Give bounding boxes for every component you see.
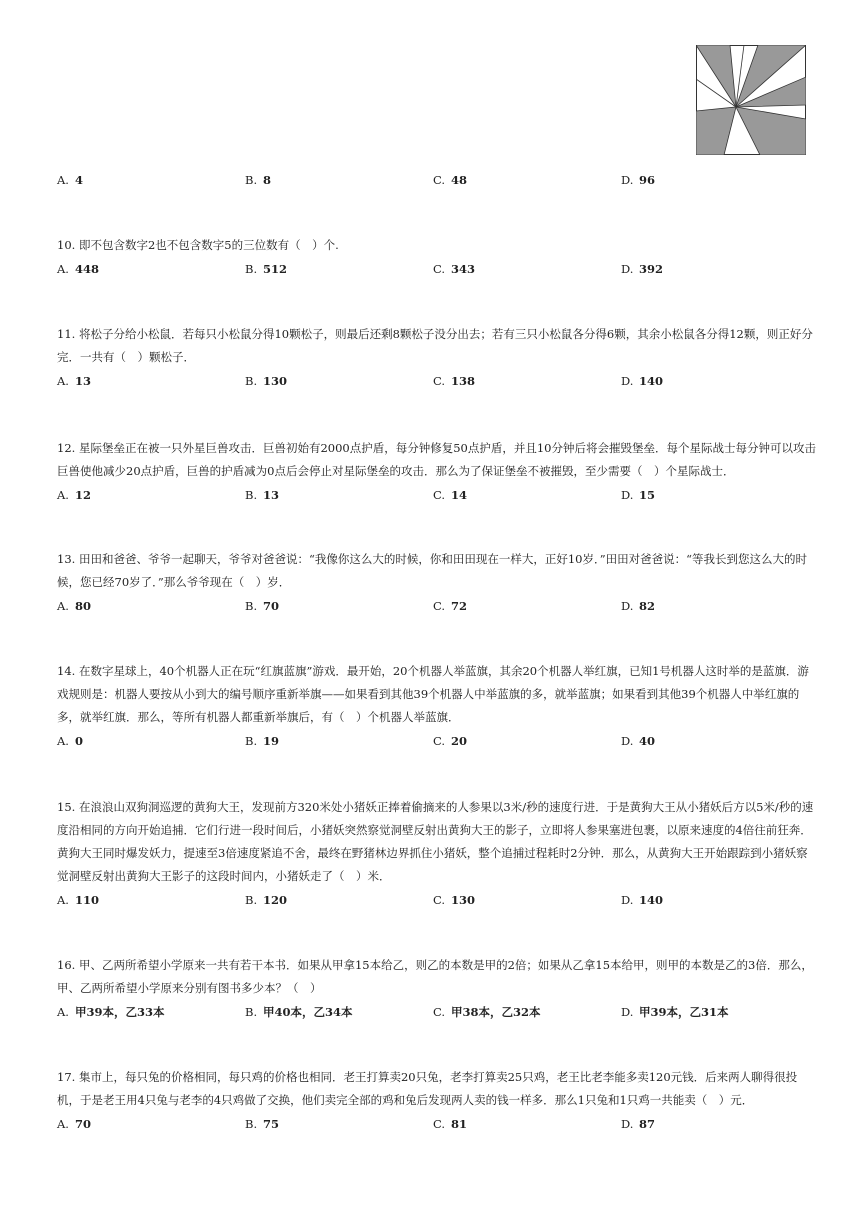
option-a: A. 甲39本，乙33本 bbox=[57, 1005, 165, 1019]
question-stem: 17. 集市上，每只兔的价格相同，每只鸡的价格也相同．老王打算卖20只兔，老李打算卖25只鸡，老王比老李能多卖120元钱．后来两人聊得很投机，于是老王用4只兔与老李的4只鸡做了交换，他们卖完全部的鸡和兔后发现两人卖的钱一样多．那么1只兔和1只鸡一共能卖（ ）元． bbox=[57, 1070, 798, 1107]
question-14 bbox=[57, 660, 817, 752]
option-d: D. 96 bbox=[621, 173, 656, 187]
question-stem: 16. 甲、乙两所希望小学原来一共有若干本书．如果从甲拿15本给乙，则乙的本数是甲的2倍；如果从乙拿15本给甲，则甲的本数是乙的3倍．那么，甲、乙两所希望小学原来分别有图书多少本？（ ） bbox=[57, 958, 813, 995]
option-c: C. 14 bbox=[433, 488, 468, 502]
options-row bbox=[57, 1001, 817, 1023]
option-a: A. 448 bbox=[57, 262, 100, 276]
option-b: B. 甲40本，乙34本 bbox=[245, 1005, 353, 1019]
option-b: B. 120 bbox=[245, 893, 288, 907]
option-b: B. 512 bbox=[245, 262, 288, 276]
question-11 bbox=[57, 323, 817, 392]
question-16 bbox=[57, 954, 817, 1023]
option-b: B. 19 bbox=[245, 734, 280, 748]
option-d: D. 40 bbox=[621, 734, 656, 748]
option-d: D. 87 bbox=[621, 1117, 656, 1131]
options-row bbox=[57, 370, 817, 392]
pinwheel-figure bbox=[696, 45, 806, 155]
option-c: C. 20 bbox=[433, 734, 468, 748]
option-b: B. 130 bbox=[245, 374, 288, 388]
option-d: D. 15 bbox=[621, 488, 656, 502]
option-a: A. 13 bbox=[57, 374, 92, 388]
options-row bbox=[57, 169, 817, 191]
option-a: A. 70 bbox=[57, 1117, 92, 1131]
option-c: C. 甲38本，乙32本 bbox=[433, 1005, 541, 1019]
option-a: A. 110 bbox=[57, 893, 100, 907]
question-stem: 10. 即不包含数字2也不包含数字5的三位数有（ ）个. bbox=[57, 238, 339, 252]
option-d: D. 392 bbox=[621, 262, 664, 276]
question-17 bbox=[57, 1066, 817, 1135]
question-12 bbox=[57, 437, 817, 506]
option-a: A. 80 bbox=[57, 599, 92, 613]
question-stem: 14. 在数字星球上，40个机器人正在玩“红旗蓝旗”游戏．最开始，20个机器人举蓝旗，其余20个机器人举红旗，已知1号机器人这时举的是蓝旗．游戏规则是：机器人要按从小到大的编号顺序重新举旗——如果看到其他39个机器人中举蓝旗的多，就举蓝旗；如果看到其他39个机器人中举红旗的多，就举红旗．那么，等所有机器人都重新举旗后，有（ ）个机器人举蓝旗． bbox=[57, 664, 809, 724]
options-row bbox=[57, 889, 817, 911]
options-row bbox=[57, 595, 817, 617]
option-b: B. 70 bbox=[245, 599, 280, 613]
option-b: B. 75 bbox=[245, 1117, 280, 1131]
question-stem: 15. 在浪浪山双狗洞巡逻的黄狗大王，发现前方320米处小猪妖正捧着偷摘来的人参果以3米/秒的速度行进．于是黄狗大王从小猪妖后方以5米/秒的速度沿相同的方向开始追捕．它们行进一段时间后，小猪妖突然察觉洞壁反射出黄狗大王的影子，立即将人参果塞进包裹，以原来速度的4倍往前狂奔．黄狗大王同时爆发妖力，提速至3倍速度紧追不舍，最终在野猪林边界抓住小猪妖，整个追捕过程耗时2分钟．那么，从黄狗大王开始跟踪到小猪妖察觉洞壁反射出黄狗大王影子的这段时间内，小猪妖走了（ ）米． bbox=[57, 800, 814, 883]
option-c: C. 48 bbox=[433, 173, 468, 187]
option-d: D. 140 bbox=[621, 893, 664, 907]
option-a: A. 12 bbox=[57, 488, 92, 502]
question-9 bbox=[57, 168, 817, 191]
option-c: C. 81 bbox=[433, 1117, 468, 1131]
question-stem: 11. 将松子分给小松鼠．若每只小松鼠分得10颗松子，则最后还剩8颗松子没分出去；若有三只小松鼠各分得6颗，其余小松鼠各分得12颗，则正好分完．一共有（ ）颗松子． bbox=[57, 327, 813, 364]
option-a: A. 4 bbox=[57, 173, 84, 187]
option-d: D. 甲39本，乙31本 bbox=[621, 1005, 729, 1019]
option-b: B. 13 bbox=[245, 488, 280, 502]
option-c: C. 130 bbox=[433, 893, 476, 907]
option-d: D. 82 bbox=[621, 599, 656, 613]
option-d: D. 140 bbox=[621, 374, 664, 388]
question-13 bbox=[57, 548, 817, 617]
option-c: C. 343 bbox=[433, 262, 476, 276]
options-row bbox=[57, 258, 817, 280]
options-row bbox=[57, 1113, 817, 1135]
question-stem: 13. 田田和爸爸、爷爷一起聊天，爷爷对爸爸说：“我像你这么大的时候，你和田田现在一样大，正好10岁．”田田对爸爸说：“等我长到您这么大的时候，您已经70岁了．”那么爷爷现在（ ）岁． bbox=[57, 552, 807, 589]
option-c: C. 72 bbox=[433, 599, 468, 613]
option-b: B. 8 bbox=[245, 173, 272, 187]
question-15 bbox=[57, 796, 817, 911]
option-c: C. 138 bbox=[433, 374, 476, 388]
question-stem: 12. 星际堡垒正在被一只外星巨兽攻击．巨兽初始有2000点护盾，每分钟修复50点护盾，并且10分钟后将会摧毁堡垒．每个星际战士每分钟可以攻击巨兽使他减少20点护盾，巨兽的护盾减为0点后会停止对星际堡垒的攻击．那么为了保证堡垒不被摧毁，至少需要（ ）个星际战士． bbox=[57, 441, 816, 478]
option-a: A. 0 bbox=[57, 734, 84, 748]
options-row bbox=[57, 730, 817, 752]
question-10 bbox=[57, 234, 817, 280]
options-row bbox=[57, 484, 817, 506]
